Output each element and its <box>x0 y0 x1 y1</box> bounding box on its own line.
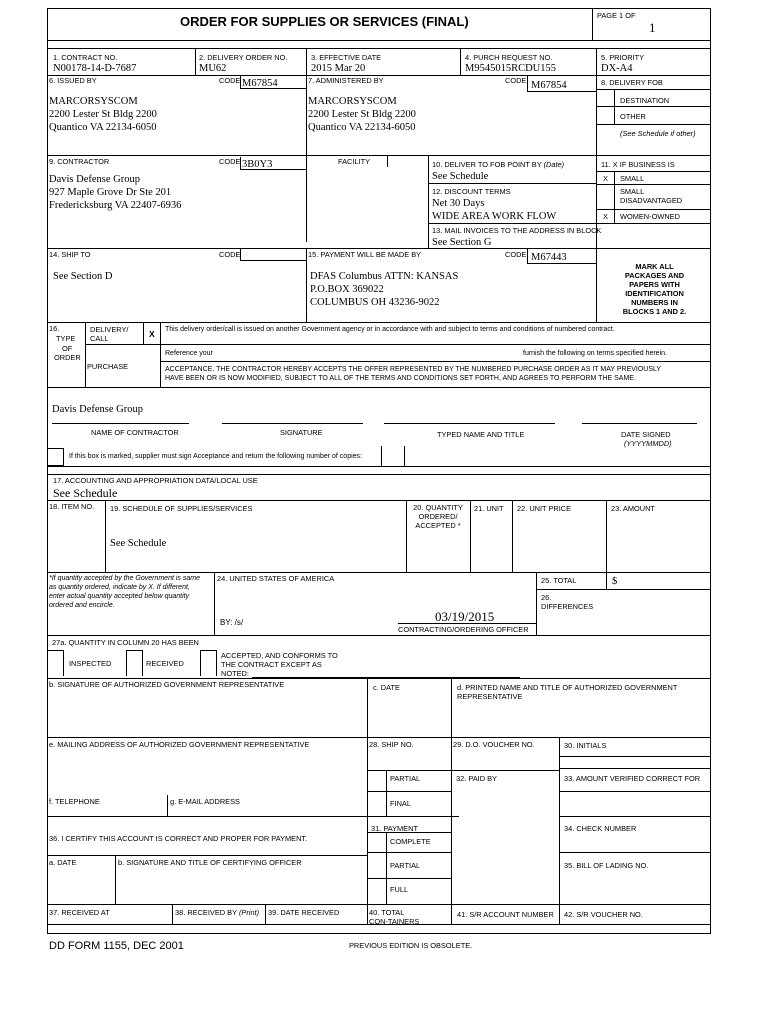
divider <box>367 678 368 924</box>
divider <box>596 223 711 224</box>
divider <box>367 878 451 879</box>
printed-name-label-1: d. PRINTED NAME AND TITLE OF AUTHORIZED GOVERNMENT <box>457 683 678 692</box>
divider <box>265 904 266 924</box>
officer-label: CONTRACTING/ORDERING OFFICER <box>398 625 529 634</box>
date-signed-label: DATE SIGNED <box>621 430 671 439</box>
date-format: (YYYYMMDD) <box>624 439 672 448</box>
by-signature: BY: /s/ <box>220 618 244 627</box>
divider <box>428 223 596 224</box>
effective-date-label: 3. EFFECTIVE DATE <box>311 53 382 62</box>
inspected-label: INSPECTED <box>69 659 112 668</box>
accepted-line-3: NOTED: <box>221 669 249 678</box>
small-disadvantaged-checkbox[interactable] <box>597 185 614 209</box>
fob-destination: DESTINATION <box>620 96 670 105</box>
divider <box>160 322 161 387</box>
delivery-call-mark[interactable]: X <box>149 329 155 339</box>
small-label: SMALL <box>620 174 645 183</box>
divider <box>306 48 307 242</box>
administered-line-3: Quantico VA 22134-6050 <box>308 122 416 133</box>
divider <box>47 466 711 467</box>
administered-code-label: CODE <box>505 76 527 85</box>
mark-all-line-2: PACKAGES AND <box>624 271 685 280</box>
acceptance-line-2: HAVE BEEN OR IS NOW MODIFIED, SUBJECT TO ALL OF THE TERMS AND CONDITIONS SET FORTH, AND AGREES TO PERFORM THE SAME. <box>165 375 636 382</box>
email-label: g. E-MAIL ADDRESS <box>170 797 240 806</box>
administered-code-value: M67854 <box>531 80 567 91</box>
final-label: FINAL <box>390 799 411 808</box>
divider <box>47 635 711 636</box>
total-currency: $ <box>612 576 618 587</box>
copies-number-box[interactable] <box>381 446 405 466</box>
divider <box>160 361 711 362</box>
inspected-checkbox[interactable] <box>47 650 64 676</box>
issued-code-label: CODE <box>219 76 241 85</box>
copies-text: If this box is marked, supplier must sign Acceptance and return the following number of copies: <box>69 453 362 460</box>
contractor-name-value: Davis Defense Group <box>52 404 143 415</box>
name-of-contractor-label: NAME OF CONTRACTOR <box>91 428 179 437</box>
divider <box>47 816 459 817</box>
women-owned-label: WOMEN-OWNED <box>620 212 680 221</box>
effective-date-value: 2015 Mar 20 <box>311 63 366 74</box>
administered-line-1: MARCORSYSCOM <box>308 96 397 107</box>
ship-to-label: 14. SHIP TO <box>49 250 91 259</box>
contractor-line-2: 927 Maple Grove Dr Ste 201 <box>49 187 172 198</box>
contractor-code-value: 3B0Y3 <box>242 159 273 170</box>
differences-num: 26. <box>541 593 552 602</box>
contract-value: N00178-14-D-7687 <box>53 63 137 74</box>
mail-invoices-label: 13. MAIL INVOICES TO THE ADDRESS IN BLOCK <box>432 226 602 235</box>
received-at-label: 37. RECEIVED AT <box>49 908 110 917</box>
ship-no-label: 28. SHIP NO. <box>369 740 414 749</box>
divider <box>195 48 196 75</box>
administered-label: 7. ADMINISTERED BY <box>308 76 384 85</box>
contractor-name-line <box>52 423 189 424</box>
mark-all-line-5: NUMBERS IN <box>631 298 678 307</box>
usa-label: 24. UNITED STATES OF AMERICA <box>217 574 335 583</box>
mark-all-line-1: MARK ALL <box>635 262 674 271</box>
deliver-fob-label-italic: (Date) <box>543 160 565 169</box>
amount-label: 23. AMOUNT <box>611 504 655 513</box>
small-mark[interactable]: X <box>603 174 608 183</box>
sr-account-label: 41. S/R ACCOUNT NUMBER <box>457 910 554 919</box>
divider <box>47 572 711 573</box>
divider <box>115 855 116 904</box>
contractor-label: 9. CONTRACTOR <box>49 157 110 166</box>
divider <box>606 500 607 572</box>
delivery-order-label: 2. DELIVERY ORDER NO. <box>199 53 288 62</box>
received-checkbox[interactable] <box>126 650 143 676</box>
received-label: RECEIVED <box>146 659 184 668</box>
fob-label: 8. DELIVERY FOB <box>601 78 663 87</box>
sr-voucher-label: 42. S/R VOUCHER NO. <box>564 910 643 919</box>
type-line-1: TYPE <box>56 334 76 343</box>
purch-request-value: M9545015RCDU155 <box>465 63 557 74</box>
mail-invoices-value: See Section G <box>432 237 492 248</box>
divider <box>367 852 451 853</box>
divider <box>47 500 711 501</box>
partial-label: PARTIAL <box>390 774 421 783</box>
divider <box>460 48 461 75</box>
accepted-note-2: as quantity ordered, indicate by X. If different, <box>49 584 190 591</box>
received-by-italic: (Print) <box>238 908 260 917</box>
divider <box>536 572 537 635</box>
form-frame <box>47 8 711 934</box>
divider <box>167 795 168 816</box>
unit-price-label: 22. UNIT PRICE <box>517 504 572 513</box>
purchase-label: PURCHASE <box>87 362 129 371</box>
received-by-text: 38. RECEIVED BY <box>175 908 237 917</box>
contractor-line-3: Fredericksburg VA 22407-6936 <box>49 200 182 211</box>
accepted-line-2: THE CONTRACT EXCEPT AS <box>221 660 322 669</box>
qty-label-3: ACCEPTED * <box>415 521 461 530</box>
divider <box>596 155 597 248</box>
divider <box>559 791 711 792</box>
payment-line-1: DFAS Columbus ATTN: KANSAS <box>310 271 459 282</box>
total-label: 25. TOTAL <box>541 576 577 585</box>
divider <box>306 248 307 322</box>
divider <box>428 155 429 248</box>
fob-other-checkbox[interactable] <box>597 107 614 123</box>
page-label: PAGE 1 OF <box>597 11 636 20</box>
divider <box>559 737 560 924</box>
divider <box>596 248 597 322</box>
issued-code-value: M67854 <box>242 78 278 89</box>
fob-note: (See Schedule if other) <box>620 129 696 138</box>
discount-value-2: WIDE AREA WORK FLOW <box>432 211 557 222</box>
divider <box>47 678 711 679</box>
accepted-checkbox[interactable] <box>200 650 217 676</box>
divider <box>47 155 711 156</box>
obsolete-note: PREVIOUS EDITION IS OBSOLETE. <box>349 941 473 950</box>
form-title: ORDER FOR SUPPLIES OR SERVICES (FINAL) <box>180 14 469 29</box>
accounting-label: 17. ACCOUNTING AND APPROPRIATION DATA/LOCAL USE <box>53 476 258 485</box>
contractor-code-label: CODE <box>219 157 241 166</box>
divider <box>143 322 144 344</box>
page-total: 1 <box>649 20 656 35</box>
type-line-2: OF <box>62 344 73 353</box>
divider <box>470 500 471 572</box>
acceptance-line-1: ACCEPTANCE. THE CONTRACTOR HEREBY ACCEPTS THE OFFER REPRESENTED BY THE NUMBERED PURCHASE ORDER AS IT MAY PREVIOUSLY <box>165 366 662 373</box>
copies-checkbox[interactable] <box>47 448 64 466</box>
accounting-value: See Schedule <box>53 486 118 500</box>
bill-lading-label: 35. BILL OF LADING NO. <box>564 861 649 870</box>
divider <box>559 816 711 817</box>
divider <box>428 183 596 184</box>
divider <box>47 737 711 738</box>
contract-label: 1. CONTRACT NO. <box>53 53 118 62</box>
delivery-call-text: This delivery order/call is issued on another Government agency or in accordance with and subject to terms and conditions of numbered contract. <box>165 326 615 333</box>
divider <box>105 500 106 572</box>
divider <box>85 344 711 345</box>
payment-code-value: M67443 <box>531 252 567 263</box>
accepted-note-1: *If quantity accepted by the Government is same <box>49 575 200 582</box>
furnish-text: furnish the following on terms specified herein. <box>523 350 667 357</box>
divider <box>606 572 607 589</box>
accepted-line-1: ACCEPTED, AND CONFORMS TO <box>221 651 338 660</box>
payment-label: 15. PAYMENT WILL BE MADE BY <box>308 250 422 259</box>
divider <box>47 248 711 249</box>
qty-label-2: ORDERED/ <box>418 512 458 521</box>
discount-label: 12. DISCOUNT TERMS <box>432 187 511 196</box>
payment-line-3: COLUMBUS OH 43236-9022 <box>310 297 440 308</box>
divider <box>559 768 711 769</box>
type-line-3: ORDER <box>54 353 81 362</box>
payment-line-2: P.O.BOX 369022 <box>310 284 384 295</box>
mark-all-line-4: IDENTIFICATION <box>625 289 684 298</box>
qty-label-1: 20. QUANTITY <box>413 503 463 512</box>
divider <box>386 832 387 905</box>
signature-label: SIGNATURE <box>280 428 323 437</box>
divider <box>386 770 387 816</box>
divider <box>614 171 615 223</box>
check-number-label: 34. CHECK NUMBER <box>564 824 637 833</box>
divider <box>47 387 711 388</box>
ship-to-value: See Section D <box>53 271 113 282</box>
divider <box>596 124 711 125</box>
divider <box>536 589 711 590</box>
divider <box>47 904 711 905</box>
payment-code-label: CODE <box>505 250 527 259</box>
printed-name-label-2: REPRESENTATIVE <box>457 692 523 701</box>
discount-value-1: Net 30 Days <box>432 198 485 209</box>
divider <box>387 155 388 167</box>
deliver-fob-value: See Schedule <box>432 171 489 182</box>
certify-label: 36. I CERTIFY THIS ACCOUNT IS CORRECT AND PROPER FOR PAYMENT. <box>49 834 308 843</box>
date-received-label: 39. DATE RECEIVED <box>268 908 340 917</box>
officer-date: 03/19/2015 <box>435 609 495 624</box>
differences-label: DIFFERENCES <box>541 602 594 611</box>
priority-label: 5. PRIORITY <box>601 53 645 62</box>
divider <box>367 791 451 792</box>
schedule-label: 19. SCHEDULE OF SUPPLIES/SERVICES <box>110 504 253 513</box>
divider <box>47 855 367 856</box>
gov-date-label: c. DATE <box>373 683 400 692</box>
certifying-officer-label: b. SIGNATURE AND TITLE OF CERTIFYING OFFICER <box>118 858 302 867</box>
small-disadvantaged-label-1: SMALL <box>620 187 645 196</box>
deliver-fob-label <box>432 160 564 169</box>
partial2-label: PARTIAL <box>390 861 421 870</box>
divider <box>596 209 711 210</box>
issued-line-3: Quantico VA 22134-6050 <box>49 122 157 133</box>
business-label: 11. X IF BUSINESS IS <box>601 160 675 169</box>
priority-value: DX-A4 <box>601 63 633 74</box>
amount-verified-label: 33. AMOUNT VERIFIED CORRECT FOR <box>564 774 701 783</box>
form-number: DD FORM 1155, DEC 2001 <box>49 940 184 952</box>
delivery-order-value: MU62 <box>199 63 227 74</box>
unit-label: 21. UNIT <box>474 504 504 513</box>
ship-code-box <box>240 249 306 261</box>
signature-line <box>222 423 363 424</box>
total-containers-1: 40. TOTAL <box>369 908 405 917</box>
payment-31-label: 31. PAYMENT <box>371 824 418 833</box>
voucher-no-label: 29. D.O. VOUCHER NO. <box>453 740 535 749</box>
schedule-value: See Schedule <box>110 538 167 549</box>
divider <box>451 678 452 924</box>
women-mark[interactable]: X <box>603 212 608 221</box>
issued-by-label: 6. ISSUED BY <box>49 76 97 85</box>
divider <box>47 48 711 49</box>
issued-line-1: MARCORSYSCOM <box>49 96 138 107</box>
ship-code-label: CODE <box>219 250 241 259</box>
facility-label: FACILITY <box>338 157 371 166</box>
received-by-label <box>175 908 259 917</box>
divider <box>559 852 711 853</box>
fob-other: OTHER <box>620 112 646 121</box>
initials-label: 30. INITIALS <box>564 741 607 750</box>
purch-request-label: 4. PURCH REQUEST NO. <box>465 53 553 62</box>
divider <box>47 924 711 925</box>
mailing-address-label: e. MAILING ADDRESS OF AUTHORIZED GOVERNMENT REPRESENTATIVE <box>49 740 310 749</box>
type-num: 16. <box>49 324 60 333</box>
deliver-fob-label-text: 10. DELIVER TO FOB POINT BY <box>432 160 542 169</box>
divider <box>512 500 513 572</box>
item-no-label: 18. ITEM NO. <box>49 502 95 511</box>
small-disadvantaged-label-2: DISADVANTAGED <box>620 196 683 205</box>
accepted-note-3: enter actual quantity accepted below quantity <box>49 593 190 600</box>
contractor-line-1: Davis Defense Group <box>49 174 140 185</box>
delivery-call-line-1: DELIVERY/ <box>90 325 129 334</box>
gov-signature-label: b. SIGNATURE OF AUTHORIZED GOVERNMENT REPRESENTATIVE <box>49 680 285 689</box>
complete-label: COMPLETE <box>390 837 431 846</box>
certify-date-label: a. DATE <box>49 858 77 867</box>
divider <box>47 474 711 475</box>
quantity-col-label: 27a. QUANTITY IN COLUMN 20 HAS BEEN <box>52 638 199 647</box>
telephone-label: f. TELEPHONE <box>49 797 100 806</box>
fob-destination-checkbox[interactable] <box>597 90 614 106</box>
mark-all-line-6: BLOCKS 1 AND 2. <box>622 307 687 316</box>
divider <box>367 832 451 833</box>
reference-label: Reference your <box>165 350 213 357</box>
divider <box>592 8 593 40</box>
divider <box>85 322 86 387</box>
divider <box>559 756 711 757</box>
date-signed-line <box>582 423 697 424</box>
divider <box>398 623 536 624</box>
paid-by-label: 32. PAID BY <box>456 774 497 783</box>
full-label: FULL <box>390 885 409 894</box>
divider <box>47 322 711 323</box>
divider <box>172 904 173 924</box>
typed-name-label: TYPED NAME AND TITLE <box>437 430 525 439</box>
accepted-note-4: ordered and encircle. <box>49 602 115 609</box>
mark-all-line-3: PAPERS WITH <box>629 280 680 289</box>
typed-name-line <box>384 423 555 424</box>
issued-line-2: 2200 Lester St Bldg 2200 <box>49 109 157 120</box>
total-containers-2: CON-TAINERS <box>369 917 420 926</box>
divider <box>47 40 711 41</box>
administered-line-2: 2200 Lester St Bldg 2200 <box>308 109 416 120</box>
delivery-call-line-2: CALL <box>90 334 109 343</box>
divider <box>214 572 215 635</box>
divider <box>367 770 559 771</box>
